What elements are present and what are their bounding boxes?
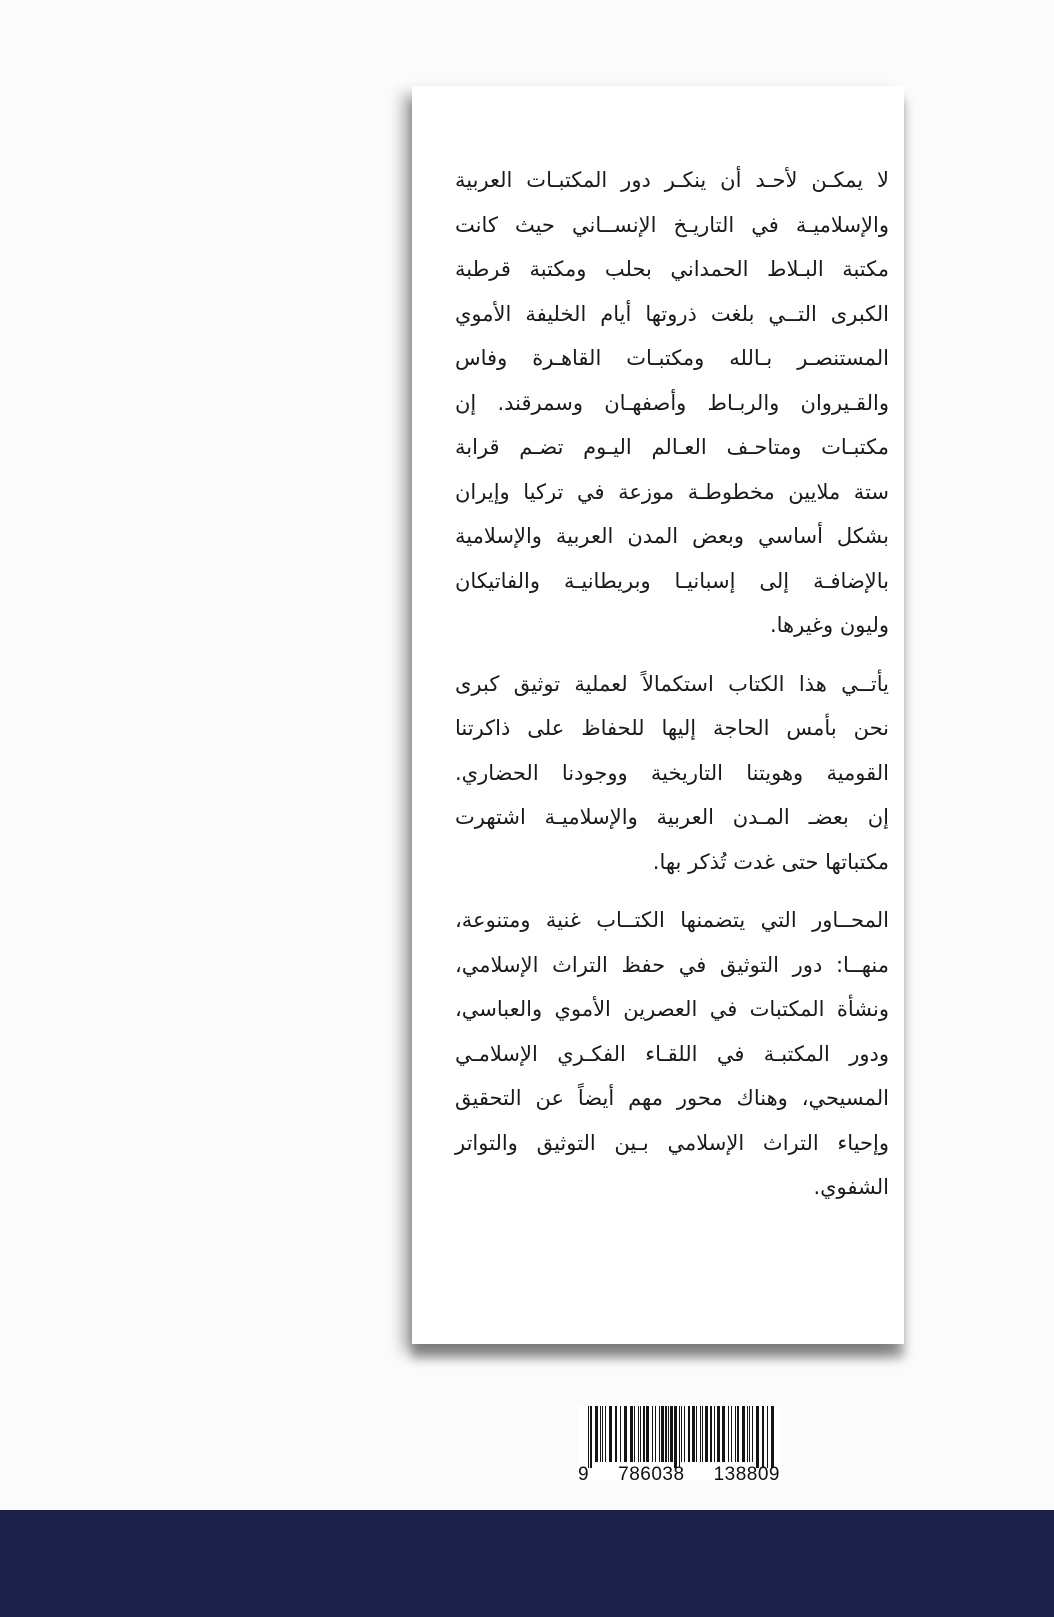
text-line: بشكل أساسي وبعض المدن العربية والإسلامية — [455, 524, 889, 548]
barcode-bar — [605, 1406, 606, 1462]
text-line: ونشأة المكتبات في العصرين الأموي والعباسي، — [455, 997, 889, 1021]
text-line: الشفوي. — [813, 1175, 889, 1199]
barcode-bar — [722, 1406, 725, 1462]
barcode-bar — [684, 1406, 685, 1462]
text-line: وإحياء التراث الإسلامي بـين التوثيق والتواتر — [455, 1130, 889, 1155]
barcode-bar — [737, 1406, 739, 1462]
barcode-bar — [670, 1406, 673, 1462]
barcode-bar — [705, 1406, 708, 1462]
paragraph-3 — [455, 898, 889, 1210]
text-line: منهــا: دور التوثيق في حفظ التراث الإسلامي، — [455, 952, 889, 977]
barcode-bar — [655, 1406, 656, 1462]
barcode-bar — [696, 1406, 697, 1462]
barcode-bar — [700, 1406, 701, 1462]
barcode-bar — [688, 1406, 690, 1462]
barcode-bar — [702, 1406, 703, 1462]
paragraph-2 — [455, 662, 889, 885]
barcode-bar — [681, 1406, 682, 1462]
blurb-text — [455, 158, 889, 1224]
text-line: والقـيروان والربـاط وأصفهـان وسمرقند. إن — [455, 390, 889, 415]
barcode-bar — [661, 1406, 664, 1462]
barcode-digit-group: 786038 — [618, 1464, 685, 1485]
barcode-bar — [749, 1406, 750, 1462]
barcode-bar — [728, 1406, 729, 1462]
text-line: القومية وهويتنا التاريخية ووجودنا الحضاري. — [455, 760, 889, 785]
text-line: الكبرى التــي بلغت ذروتها أيام الخليفة الأموي — [455, 301, 889, 326]
barcode-bar — [679, 1406, 680, 1468]
barcode-digit-group: 9 — [578, 1464, 590, 1485]
barcode-bar — [646, 1406, 649, 1462]
barcode-bar — [638, 1406, 639, 1462]
barcode-bar — [620, 1406, 621, 1462]
barcode-bar — [588, 1406, 589, 1468]
text-line: مكتبة البـلاط الحمداني بحلب ومكتبة قرطبة — [455, 257, 889, 281]
text-line: إن بعضـ المـدن العربية والإسلاميـة اشتهرت — [455, 805, 889, 829]
barcode-bar — [624, 1406, 627, 1462]
text-line: وليون وغيرها. — [769, 613, 889, 637]
barcode-bar — [668, 1406, 669, 1462]
barcode-bar — [643, 1406, 645, 1462]
barcode-bar — [600, 1406, 601, 1462]
barcode-bar — [640, 1406, 641, 1462]
text-line: لا يمكـن لأحـد أن ينكـر دور المكتبـات العربية — [455, 168, 889, 192]
barcode-bar — [710, 1406, 712, 1462]
barcode-bar — [665, 1406, 667, 1462]
text-line: المحــاور التي يتضمنها الكتــاب غنية ومتنوعة، — [455, 908, 889, 932]
barcode-bars — [578, 1406, 780, 1468]
barcode-bar — [752, 1406, 753, 1462]
barcode-digit-group: 138809 — [713, 1464, 780, 1485]
text-line: المستنصـر بـالله ومكتبـات القاهـرة وفاس — [455, 346, 889, 370]
text-line: ودور المكتبـة في اللقـاء الفكـري الإسلامـي — [455, 1041, 889, 1066]
barcode-bar — [659, 1406, 660, 1462]
paragraph-1 — [455, 158, 889, 648]
isbn-barcode — [578, 1406, 780, 1485]
barcode-bar — [615, 1406, 617, 1462]
barcode-bar — [634, 1406, 635, 1462]
text-line: يأتــي هذا الكتاب استكمالاً لعملية توثيق كبرى — [455, 671, 889, 696]
barcode-bar — [717, 1406, 720, 1462]
barcode-bar — [602, 1406, 603, 1462]
text-line: نحن بأمس الحاجة إليها للحفاظ على ذاكرتنا — [455, 716, 889, 740]
barcode-bar — [714, 1406, 715, 1462]
barcode-digits — [578, 1464, 780, 1486]
barcode-bar — [674, 1406, 677, 1468]
barcode-bar — [731, 1406, 732, 1462]
barcode-bar — [767, 1406, 768, 1468]
text-line: بالإضافـة إلى إسبانيـا وبريطانيـة والفاتيكان — [455, 568, 889, 593]
barcode-bar — [595, 1406, 598, 1462]
barcode-bar — [747, 1406, 748, 1462]
barcode-bar — [762, 1406, 764, 1468]
footer-band — [0, 1510, 1054, 1617]
barcode-bar — [652, 1406, 653, 1462]
barcode-bar — [742, 1406, 745, 1462]
barcode-bar — [590, 1406, 592, 1468]
text-line: مكتبـات ومتاحـف العـالم اليـوم تضـم قرابة — [455, 435, 889, 459]
text-line: مكتباتها حتى غدت تُذكر بها. — [652, 849, 889, 874]
text-line: المسيحي، وهناك محور مهم أيضاً عن التحقيق — [455, 1086, 889, 1110]
barcode-bar — [692, 1406, 695, 1462]
barcode-bar — [756, 1406, 759, 1468]
text-line: والإسلاميـة في التاريـخ الإنســاني حيث كانت — [455, 212, 889, 237]
barcode-bar — [630, 1406, 633, 1462]
barcode-bar — [609, 1406, 612, 1462]
barcode-bar — [735, 1406, 736, 1462]
barcode-bar — [771, 1406, 774, 1468]
text-line: ستة ملايين مخطوطـة موزعة في تركيا وإيران — [455, 479, 889, 504]
